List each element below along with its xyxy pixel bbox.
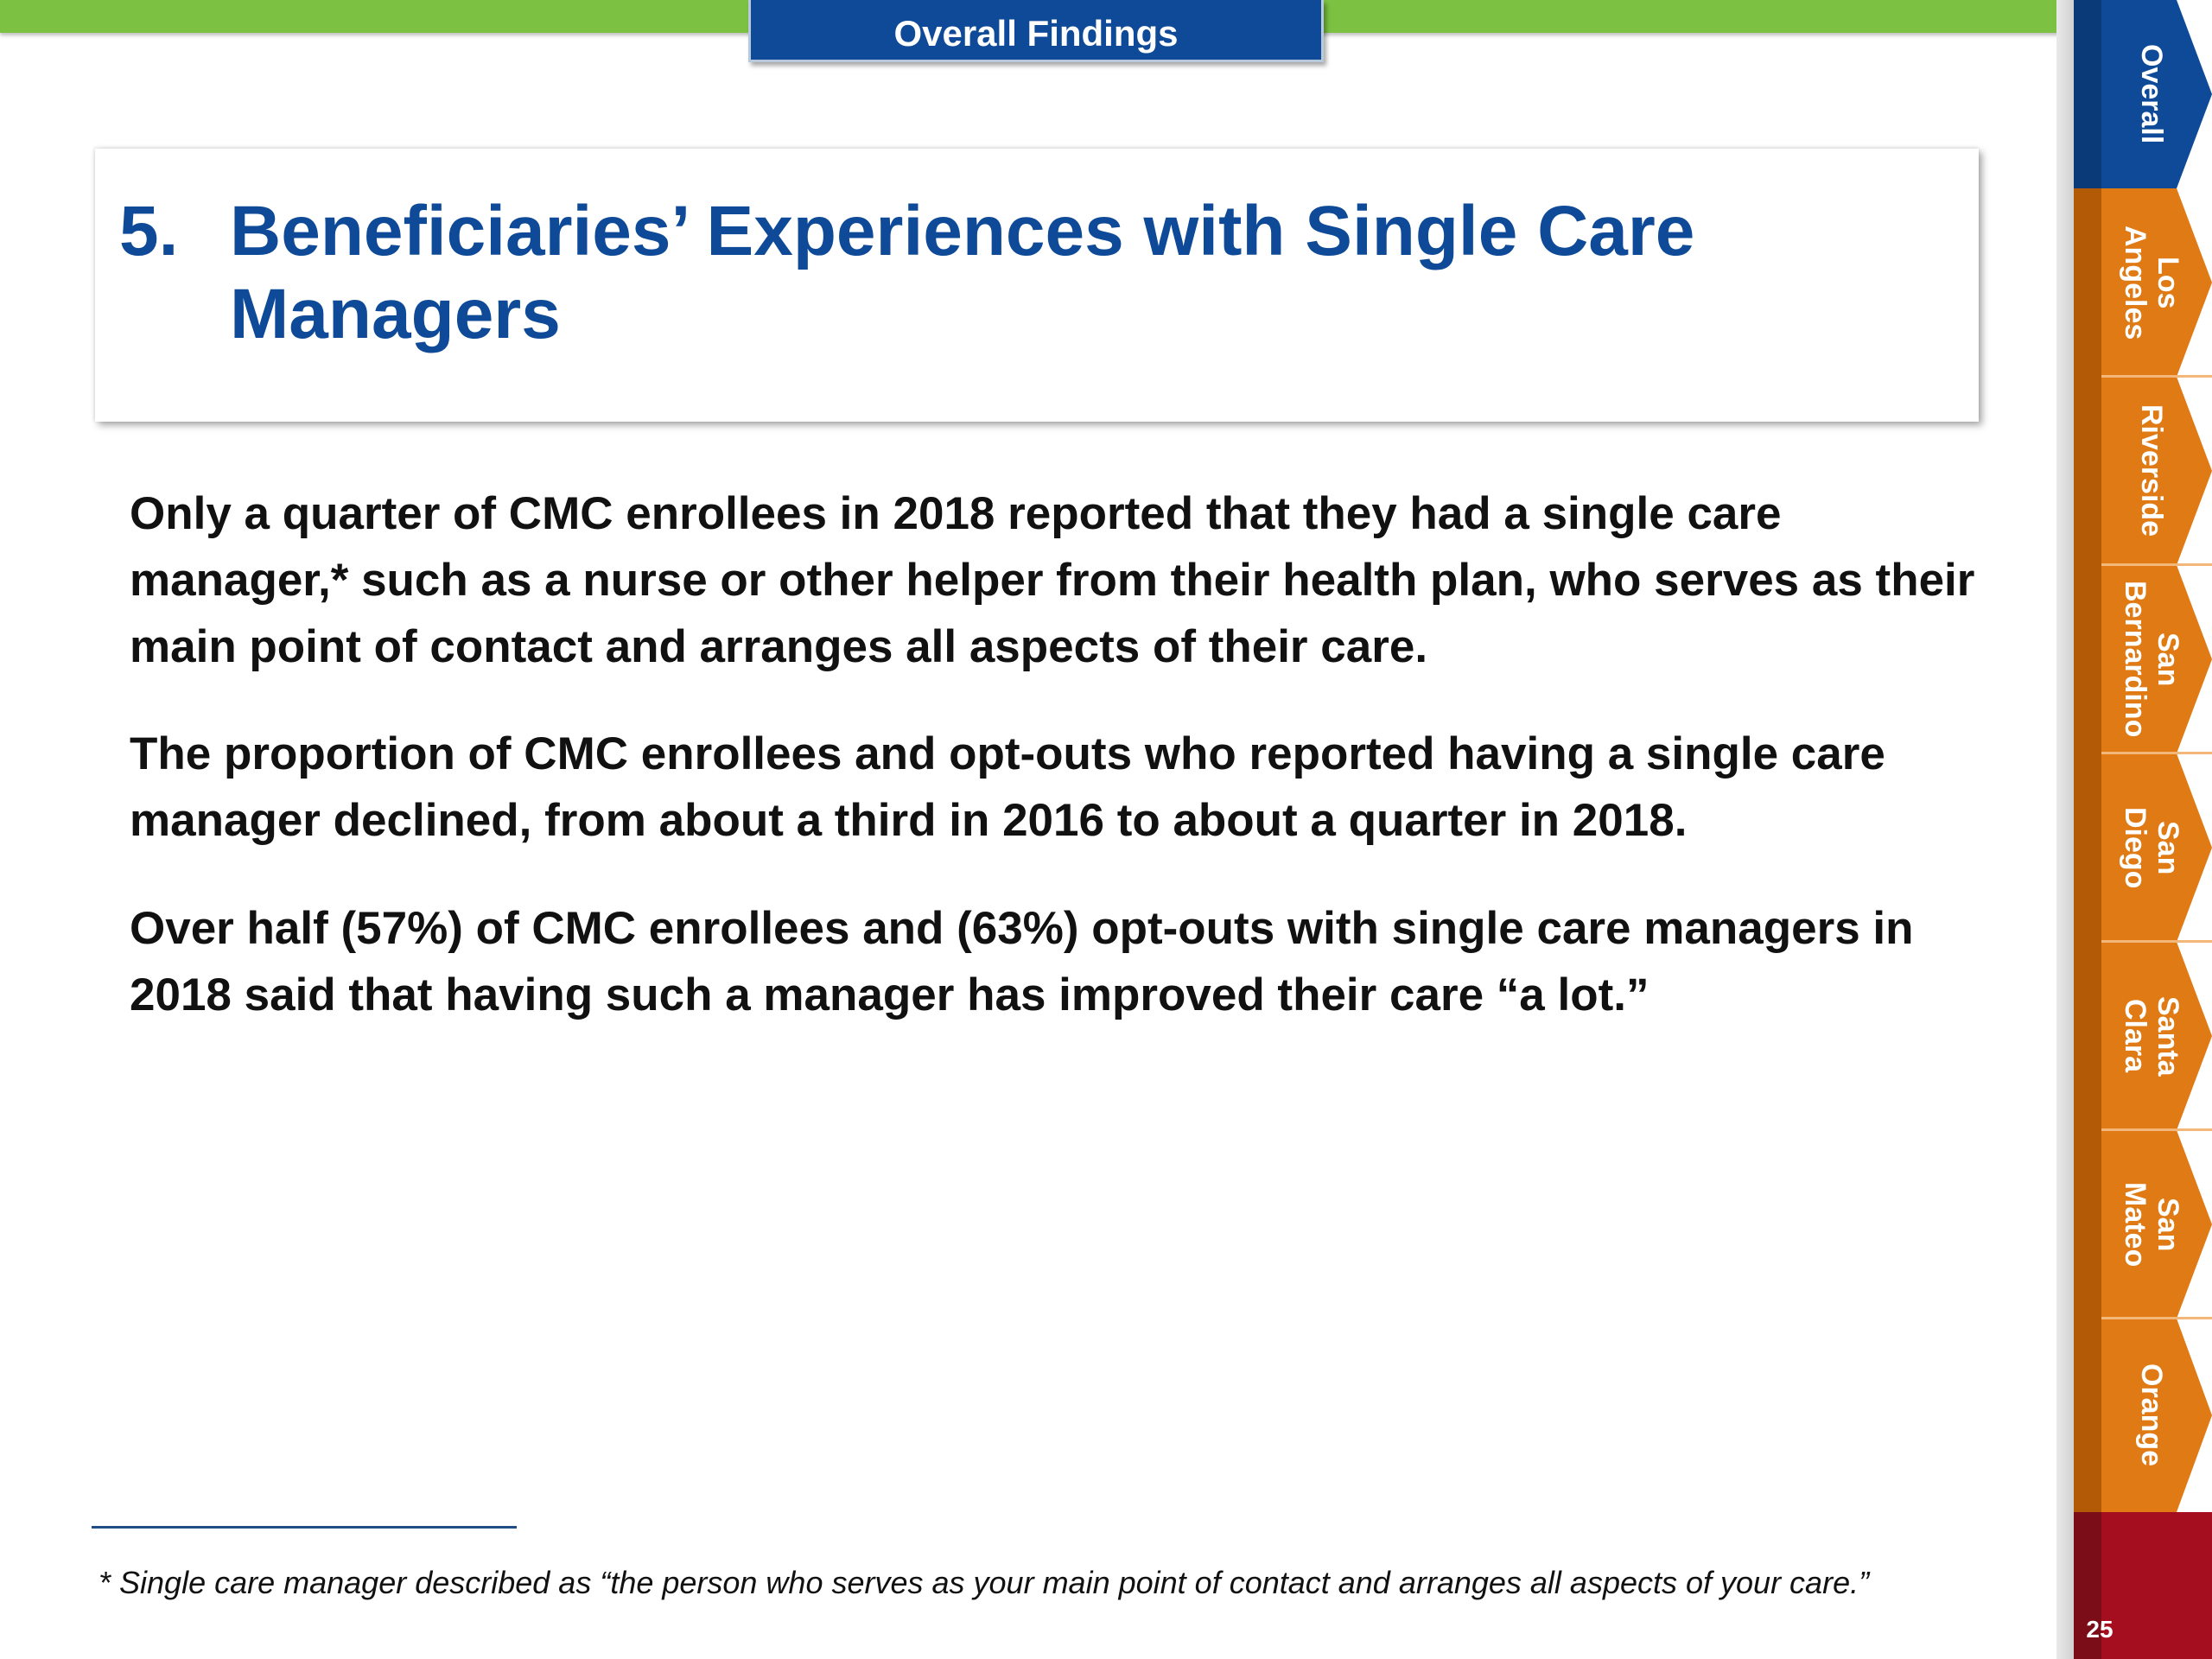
tab-orange[interactable]	[2074, 1319, 2212, 1512]
tab-los-angeles[interactable]	[2074, 188, 2212, 377]
page-number-block	[2074, 1512, 2212, 1659]
footnote: * Single care manager described as “the person who serves as your main point of contact and arranges all aspects of your care.”	[99, 1565, 1870, 1600]
paragraph-1: Only a quarter of CMC enrollees in 2018 reported that they had a single care manager,* such as a nurse or other helper from their health plan, who serves as their main point of contact and arranges all aspects of their care.	[130, 488, 1975, 672]
paragraph-2: The proportion of CMC enrollees and opt-outs who reported having a single care manager declined, from about a third in 2016 to about a quarter in 2018.	[130, 728, 1885, 846]
tab-overall[interactable]	[2074, 0, 2212, 188]
title-box	[95, 149, 1979, 422]
side-nav	[2074, 0, 2212, 1659]
tab-separator	[2101, 1317, 2212, 1319]
paragraph-3: Over half (57%) of CMC enrollees and (63%) opt-outs with single care managers in 2018 said that having such a manager has improved their care “a lot.”	[130, 903, 1914, 1020]
tab-label: San Bernardino	[2119, 581, 2184, 738]
tab-separator	[2101, 1128, 2212, 1131]
footnote-divider	[92, 1526, 517, 1529]
tab-santa-clara[interactable]	[2074, 942, 2212, 1130]
tab-san-bernardino[interactable]	[2074, 565, 2212, 753]
tab-label: Overall	[2135, 44, 2168, 144]
tab-separator	[2101, 752, 2212, 754]
tab-label: Santa Clara	[2119, 995, 2184, 1077]
tab-label: Riverside	[2135, 404, 2168, 537]
section-label: Overall Findings	[748, 0, 1324, 62]
title-number: 5.	[119, 192, 179, 270]
nav-divider	[2056, 0, 2075, 1659]
tab-separator	[2101, 563, 2212, 566]
tab-san-diego[interactable]	[2074, 753, 2212, 942]
tab-separator	[2101, 375, 2212, 378]
tab-label: Los Angeles	[2119, 225, 2184, 340]
tab-label: San Mateo	[2119, 1181, 2184, 1268]
tab-label: San Diego	[2119, 806, 2184, 889]
tab-separator	[2101, 940, 2212, 943]
page-title: Beneficiaries’ Experiences with Single Care Managers	[230, 192, 1695, 353]
tab-label: Orange	[2135, 1363, 2168, 1467]
tab-san-mateo[interactable]	[2074, 1130, 2212, 1319]
tab-riverside[interactable]	[2074, 377, 2212, 565]
page-number: 25	[2086, 1616, 2113, 1643]
